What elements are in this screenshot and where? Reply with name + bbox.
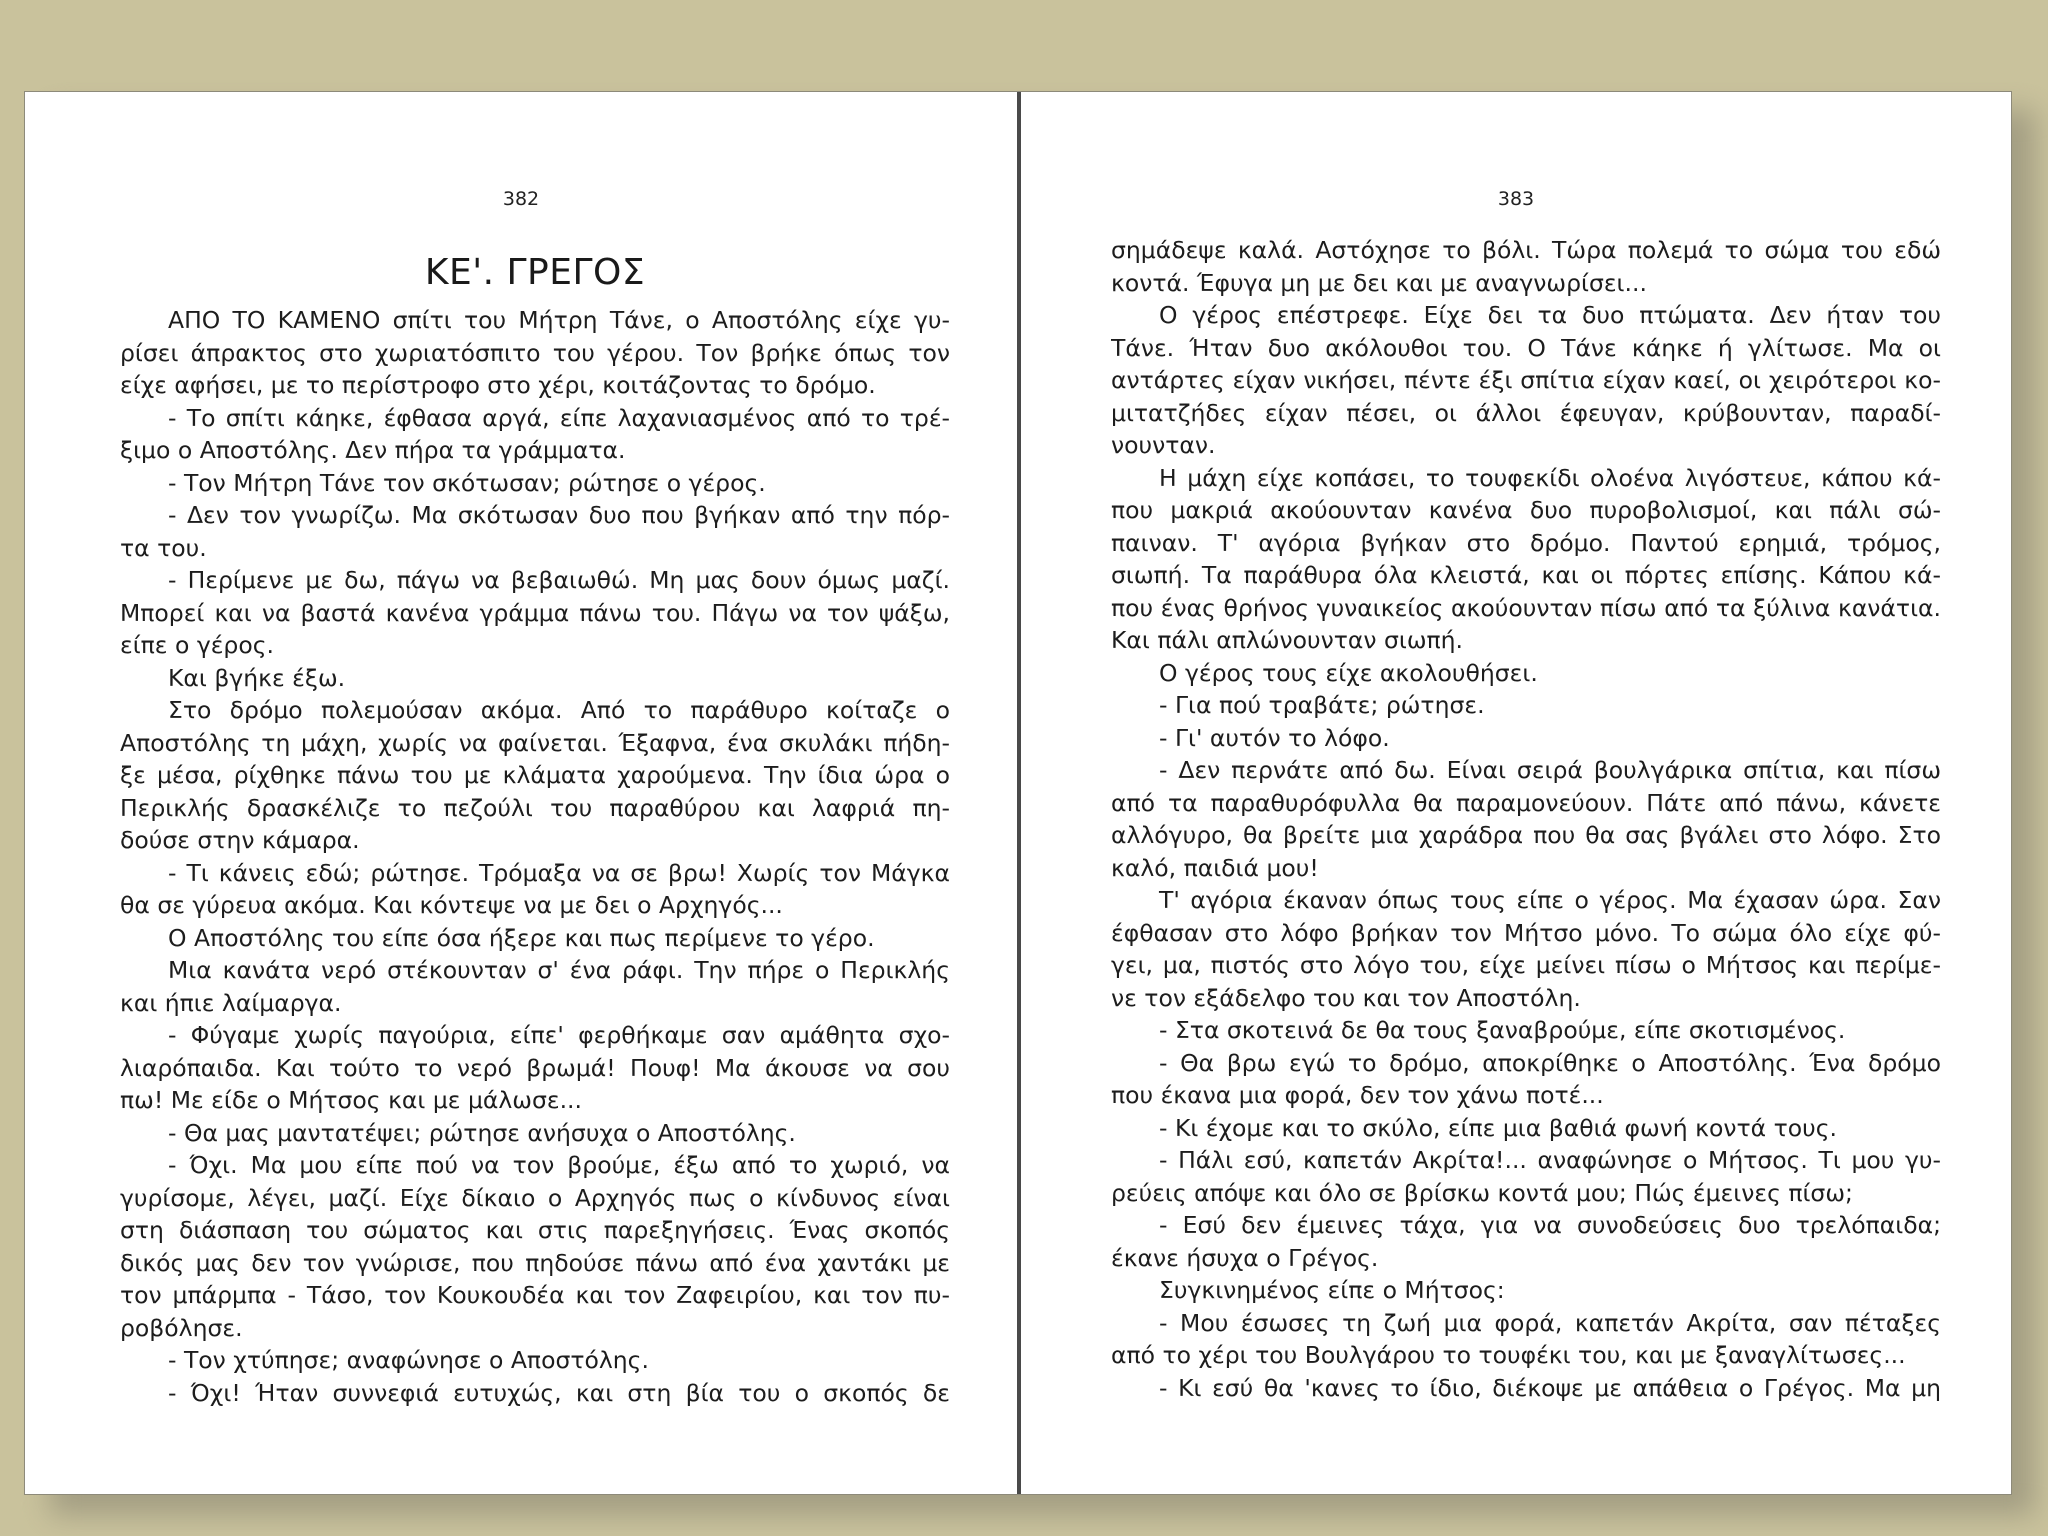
page-number: 382	[502, 188, 540, 210]
text-line: έφθασαν στο λόφο βρήκαν τον Μήτσο μόνο. Το σώμα όλο είχε φύ-	[1111, 918, 1941, 947]
text-line: ξιμο ο Αποστόλης. Δεν πήρα τα γράμματα.	[120, 436, 626, 464]
text-line: Περικλής δρασκέλιζε το πεζούλι του παραθύρου και λαφριά πη-	[120, 793, 950, 822]
text-line: θα σε γύρευα ακόμα. Και κόντεψε να με δει ο Αρχηγός...	[120, 891, 783, 919]
book-spread	[24, 91, 2012, 1495]
text-line: από το χέρι του Βουλγάρου το τουφέκι του, και με ξαναγλίτωσες...	[1111, 1341, 1906, 1369]
text-line: Μπορεί και να βαστά κανένα γράμμα πάνω του. Πάγω να τον ψάξω,	[120, 598, 950, 627]
chapter-title: ΚΕ'. ΓΡΕΓΟΣ	[424, 252, 646, 293]
text-line: είχε αφήσει, με το περίστροφο στο χέρι, κοιτάζοντας το δρόμο.	[120, 371, 876, 399]
text-line: ρεύεις απόψε και όλο σε βρίσκω κοντά μου; Πώς έμεινες πίσω;	[1111, 1178, 1853, 1207]
text-line: που ένας θρήνος γυναικείος ακούουνταν πίσω από τα ξύλινα κανάτια.	[1111, 593, 1941, 622]
text-line: γυρίσομε, λέγει, μαζί. Είχε δίκαιο ο Αρχηγός πως ο κίνδυνος είναι	[120, 1183, 950, 1212]
text-line: αντάρτες είχαν νικήσει, πέντε έξι σπίτια είχαν καεί, οι χειρότεροι κο-	[1111, 366, 1941, 394]
text-line: Μια κανάτα νερό στέκουνταν σ' ένα ράφι. Την πήρε ο Περικλής	[168, 956, 950, 984]
text-line: από τα παραθυρόφυλλα θα παραμονεύουν. Πάτε από πάνω, κάνετε	[1111, 788, 1941, 817]
text-line: σιωπή. Τα παράθυρα όλα κλειστά, και οι πόρτες επίσης. Κάπου κά-	[1111, 561, 1941, 589]
text-line: - Γι' αυτόν το λόφο.	[1159, 723, 1390, 752]
text-line: - Το σπίτι κάηκε, έφθασα αργά, είπε λαχανιασμένος από το τρέ-	[168, 403, 950, 432]
text-line: νουνταν.	[1111, 431, 1216, 459]
text-line: γει, μα, πιστός στο λόγο του, είχε μείνει πίσω ο Μήτσος και περίμε-	[1111, 951, 1941, 979]
text-line: - Δεν τον γνωρίζω. Μα σκότωσαν δυο που βγήκαν από την πόρ-	[168, 501, 950, 529]
text-line: ξε μέσα, ρίχθηκε πάνω του με κλάματα χαρούμενα. Την ίδια ώρα ο	[120, 761, 950, 789]
text-line: Συγκινημένος είπε ο Μήτσος:	[1159, 1276, 1505, 1304]
text-line: που μακριά ακούουνταν κανένα δυο πυροβολισμοί, και πάλι σώ-	[1111, 496, 1941, 524]
text-line: αλλόγυρο, θα βρείτε μια χαράδρα που θα σας βγάλει στο λόφο. Στο	[1111, 821, 1941, 849]
text-line: - Τον Μήτρη Τάνε τον σκότωσαν; ρώτησε ο γέρος.	[168, 468, 766, 497]
text-line: - Τον χτύπησε; αναφώνησε ο Αποστόλης.	[168, 1346, 649, 1374]
text-line: ΑΠΟ ΤΟ ΚΑΜΕΝΟ σπίτι του Μήτρη Τάνε, ο Αποστόλης είχε γυ-	[168, 306, 950, 334]
text-line: Αποστόλης τη μάχη, χωρίς να φαίνεται. Έξαφνα, ένα σκυλάκι πήδη-	[120, 728, 950, 757]
body-text	[120, 304, 950, 1409]
text-line: - Όχι! Ήταν συννεφιά ευτυχώς, και στη βία του ο σκοπός δε	[168, 1378, 950, 1407]
text-line: καλό, παιδιά μου!	[1111, 853, 1319, 882]
text-line: που έκανα μια φορά, δεν τον χάνω ποτέ...	[1111, 1081, 1604, 1109]
text-line: Τ' αγόρια έκαναν όπως τους είπε ο γέρος. Μα έχασαν ώρα. Σαν	[1159, 886, 1941, 914]
text-line: Τάνε. Ήταν δυο ακόλουθοι του. Ο Τάνε κάηκε ή γλίτωσε. Μα οι	[1111, 333, 1941, 362]
text-line: έκανε ήσυχα ο Γρέγος.	[1111, 1243, 1379, 1272]
text-line: - Για πού τραβάτε; ρώτησε.	[1159, 691, 1485, 719]
text-line: - Μου έσωσες τη ζωή μια φορά, καπετάν Ακρίτα, σαν πέταξες	[1159, 1308, 1941, 1337]
text-line: - Κι εσύ θα 'κανες το ίδιο, διέκοψε με απάθεια ο Γρέγος. Μα μη	[1159, 1373, 1941, 1402]
text-line: μιτατζήδες είχαν πέσει, οι άλλοι έφευγαν, κρύβουνταν, παραδί-	[1111, 398, 1941, 427]
text-line: ροβόλησε.	[120, 1313, 243, 1342]
right-page	[1021, 92, 2011, 1494]
text-line: - Φύγαμε χωρίς παγούρια, είπε' φερθήκαμε σαν αμάθητα σχο-	[168, 1021, 950, 1049]
text-line: στη διάσπαση του σώματος και στις παρεξηγήσεις. Ένας σκοπός	[120, 1216, 950, 1244]
text-line: είπε ο γέρος.	[120, 631, 274, 659]
text-line: - Εσύ δεν έμεινες τάχα, για να συνοδεύσεις δυο τρελόπαιδα;	[1159, 1211, 1941, 1239]
text-line: Ο γέρος επέστρεφε. Είχε δει τα δυο πτώματα. Δεν ήταν του	[1159, 301, 1941, 329]
left-page	[25, 92, 1017, 1494]
text-line: σημάδεψε καλά. Αστόχησε το βόλι. Τώρα πολεμά το σώμα του εδώ	[1111, 236, 1941, 264]
text-line: - Πάλι εσύ, καπετάν Ακρίτα!... αναφώνησε ο Μήτσος. Τι μου γυ-	[1159, 1146, 1941, 1174]
text-line: πω! Με είδε ο Μήτσος και με μάλωσε...	[120, 1086, 582, 1114]
text-line: - Όχι. Μα μου είπε πού να τον βρούμε, έξω από το χωριό, να	[168, 1151, 950, 1179]
text-line: κοντά. Έφυγα μη με δει και με αναγνωρίσει...	[1111, 268, 1647, 297]
text-line: παιναν. Τ' αγόρια βγήκαν στο δρόμο. Παντού ερημιά, τρόμος,	[1111, 528, 1941, 557]
text-line: - Θα μας μαντατέψει; ρώτησε ανήσυχα ο Αποστόλης.	[168, 1118, 796, 1147]
text-line: τον μπάρμπα - Τάσο, τον Κουκουδέα και τον Ζαφειρίου, και τον πυ-	[120, 1281, 950, 1309]
text-line: δούσε στην κάμαρα.	[120, 826, 360, 854]
text-line: - Στα σκοτεινά δε θα τους ξαναβρούμε, είπε σκοτισμένος.	[1159, 1016, 1846, 1044]
text-line: τα του.	[120, 533, 207, 562]
text-line: - Περίμενε με δω, πάγω να βεβαιωθώ. Μη μας δουν όμως μαζί.	[168, 566, 950, 594]
text-line: Ο γέρος τους είχε ακολουθήσει.	[1159, 658, 1538, 687]
text-line: λιαρόπαιδα. Και τούτο το νερό βρωμά! Πουφ! Μα άκουσε να σου	[120, 1053, 950, 1082]
text-line: - Κι έχομε και το σκύλο, είπε μια βαθιά φωνή κοντά τους.	[1159, 1113, 1838, 1142]
page-number: 383	[1497, 188, 1535, 210]
text-line: και ήπιε λαίμαργα.	[120, 988, 342, 1017]
text-line: νε τον εξάδελφο του και τον Αποστόλη.	[1111, 983, 1581, 1012]
body-text	[1111, 234, 1941, 1404]
text-line: Και βγήκε έξω.	[168, 663, 346, 692]
text-line: Η μάχη είχε κοπάσει, το τουφεκίδι ολοένα λιγόστευε, κάπου κά-	[1159, 463, 1941, 492]
text-line: - Δεν περνάτε από δω. Είναι σειρά βουλγάρικα σπίτια, και πίσω	[1159, 756, 1941, 784]
text-line: δικός μας δεν τον γνώρισε, που πηδούσε πάνω από ένα χαντάκι με	[120, 1248, 950, 1277]
text-line: ρίσει άπρακτος στο χωριατόσπιτο του γέρου. Τον βρήκε όπως τον	[120, 338, 950, 367]
text-line: Ο Αποστόλης του είπε όσα ήξερε και πως περίμενε το γέρο.	[168, 923, 875, 952]
text-line: - Θα βρω εγώ το δρόμο, αποκρίθηκε ο Αποστόλης. Ένα δρόμο	[1159, 1048, 1941, 1077]
text-line: Και πάλι απλώνουνταν σιωπή.	[1111, 626, 1464, 654]
text-line: - Τι κάνεις εδώ; ρώτησε. Τρόμαξα να σε βρω! Χωρίς τον Μάγκα	[168, 858, 950, 887]
text-line: Στο δρόμο πολεμούσαν ακόμα. Από το παράθυρο κοίταζε ο	[168, 696, 950, 724]
